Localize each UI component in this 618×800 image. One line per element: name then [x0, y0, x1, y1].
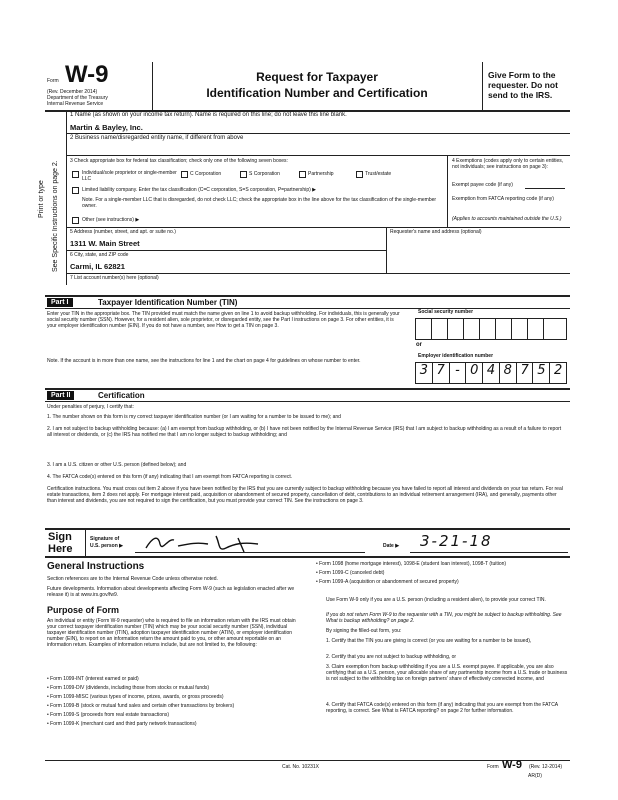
list-item: • Form 1099-B (stock or mutual fund sales and certain other transactions by brokers): [47, 703, 235, 709]
give-line-3: send to the IRS.: [488, 90, 553, 100]
cert-item-2: 2. I am not subject to backup withholding because: (a) I am exempt from backup withholding, or (b) I have not been notified by the Internal Revenue Service (IRS) that I am subject to backup withholding as a result of a failure to report all interest or dividends, or (c) the IRS has notified me that I am no longer subject to backup withholding; and: [47, 426, 562, 438]
label-individual: Individual/sole proprietor or single-member LLC: [82, 170, 177, 182]
certify-3: 3. Claim exemption from backup withholding if you are a U.S. exempt payee. If applicable, you are also certifying that as a U.S. person, your allocable share of any partnership income from a U.S. trade or business is not subject to the withholding tax on foreign partners' share of effectively connected income, and: [326, 664, 568, 682]
exemptions-label: 4 Exemptions (codes apply only to certain entities, not individuals; see instructions on page 3):: [452, 158, 564, 170]
ein-digit: 7: [433, 363, 450, 383]
part1-note: Note. If the account is in more than one name, see the instructions for line 1 and the chart on page 4 for guidelines on whose number to enter.: [47, 358, 361, 364]
catalog-number: Cat. No. 10231X: [282, 764, 319, 770]
date-value[interactable]: 3-21-18: [420, 532, 493, 550]
label-other: Other (see instructions) ▶: [82, 217, 140, 223]
checkbox-individual[interactable]: [72, 171, 79, 178]
signature-label-1: Signature of: [90, 536, 120, 542]
future-developments: Future developments. Information about developments affecting Form W-9 (such as legislation enacted after we release it) is at www.irs.gov/fw9.: [47, 586, 295, 598]
fatca-note: (Applies to accounts maintained outside the U.S.): [452, 216, 562, 222]
footer-revision: (Rev. 12-2014): [529, 764, 562, 770]
checkbox-c-corp[interactable]: [181, 171, 188, 178]
cert-item-1: 1. The number shown on this form is my correct taxpayer identification number (or I am waiting for a number to be issued to me); and: [47, 414, 341, 420]
part2-intro: Under penalties of perjury, I certify that:: [47, 404, 134, 410]
line5-address-value[interactable]: 1311 W. Main Street: [70, 239, 140, 248]
ssn-field[interactable]: [415, 318, 567, 340]
checkbox-other[interactable]: [72, 217, 79, 224]
cert-instructions: Certification instructions. You must cross out item 2 above if you have been notified by the IRS that you are currently subject to backup withholding because you have failed to report all interest and dividends on your tax return. For real estate transactions, item 2 does not apply. For mortgage interest paid, acquisition or abandonment of secured property, cancellation of debt, contributions to an individual retirement arrangement (IRA), and generally, payments other than interest and dividends, you are not required to sign the certification, but you must provide your correct TIN. See the instructions on page 3.: [47, 486, 563, 504]
signature-label-2: U.S. person ▶: [90, 543, 124, 549]
list-item: • Form 1099-S (proceeds from real estate transactions): [47, 712, 170, 718]
part2-tag: Part II: [47, 391, 74, 400]
list-item: • Form 1099-C (canceled debt): [316, 570, 385, 576]
irs-name: Internal Revenue Service: [47, 101, 104, 107]
give-line-2: requester. Do not: [488, 80, 558, 90]
cert-item-4: 4. The FATCA code(s) entered on this form (if any) indicating that I am exempt from FATCA reporting is correct.: [47, 474, 293, 480]
give-form-note: [488, 70, 558, 100]
ein-digit: 5: [533, 363, 550, 383]
certify-2: 2. Certify that you are not subject to backup withholding, or: [326, 654, 457, 660]
print-or-type: Print or type: [38, 180, 45, 218]
sign-label: Sign: [48, 531, 72, 543]
ein-digit: 0: [466, 363, 483, 383]
general-instructions-title: General Instructions: [47, 561, 145, 572]
part2-title: Certification: [98, 391, 145, 400]
form-title-1: Request for Taxpayer: [256, 70, 378, 84]
list-item: • Form 1098 (home mortgage interest), 1098-E (student loan interest), 1098-T (tuition): [316, 561, 507, 567]
line1-name-value[interactable]: Martin & Bayley, Inc.: [70, 123, 143, 132]
label-s-corp: S Corporation: [249, 171, 280, 177]
revision-date: (Rev. December 2014): [47, 89, 98, 95]
list-item: • Form 1099-INT (interest earned or paid): [47, 676, 139, 682]
line6-city-value[interactable]: Carmi, IL 62821: [70, 262, 125, 271]
checkbox-s-corp[interactable]: [240, 171, 247, 178]
requester-label: Requester's name and address (optional): [390, 229, 482, 235]
ein-field[interactable]: [415, 362, 567, 384]
by-signing-text: By signing the filled-out form, you:: [326, 628, 402, 634]
line7-label: 7 List account number(s) here (optional): [70, 275, 159, 281]
line2-label: 2 Business name/disregarded entity name, if different from above: [70, 135, 244, 141]
give-line-1: Give Form to the: [488, 70, 556, 80]
info-returns-list: [47, 676, 299, 730]
footer-form-word: Form: [487, 764, 499, 770]
form-number: W-9: [65, 61, 109, 88]
ein-label: Employer identification number: [418, 353, 494, 359]
exempt-payee-code: Exempt payee code (if any): [452, 182, 513, 188]
purpose-text: An individual or entity (Form W-9 requester) who is required to file an information return with the IRS must obtain your correct taxpayer identification number (TIN) which may be your social security number (SSN), individual taxpayer identification number (ITIN), adoption taxpayer identification number (ATIN), or employer identification number (EIN), to report on an information return the amount paid to you, or other amount reportable on an information return. Examples of information returns include, but are not limited to, the following:: [47, 618, 296, 648]
label-partnership: Partnership: [308, 171, 334, 177]
line6-label: 6 City, state, and ZIP code: [70, 252, 129, 258]
cert-item-3: 3. I am a U.S. citizen or other U.S. person (defined below); and: [47, 462, 187, 468]
if-not-return-text: If you do not return Form W-9 to the requester with a TIN, you might be subject to backup withholding. See What is backup withholding? on page 2.: [326, 612, 562, 624]
list-item: • Form 1099-DIV (dividends, including those from stocks or mutual funds): [47, 685, 210, 691]
label-llc: Limited liability company. Enter the tax classification (C=C corporation, S=S corporation, P=partnership) ▶: [82, 187, 316, 193]
see-specific-instructions: See Specific Instructions on page 2.: [52, 160, 59, 272]
line1-label: 1 Name (as shown on your income tax return). Name is required on this line; do not leave this line blank.: [70, 112, 347, 118]
part1-title: Taxpayer Identification Number (TIN): [98, 298, 238, 307]
form-title-2: Identification Number and Certification: [206, 86, 428, 100]
ein-digit: 3: [416, 363, 433, 383]
department: Department of the Treasury: [47, 95, 108, 101]
purpose-title: Purpose of Form: [47, 605, 120, 615]
ein-digit: 2: [554, 363, 563, 378]
list-item: • Form 1099-K (merchant card and third party network transactions): [47, 721, 197, 727]
ssn-label: Social security number: [418, 309, 474, 315]
label-c-corp: C Corporation: [190, 171, 222, 177]
ein-digit: 8: [500, 363, 517, 383]
use-form-text: Use Form W-9 only if you are a U.S. person (including a resident alien), to provide your correct TIN.: [326, 597, 546, 603]
ein-dash: -: [450, 363, 467, 383]
label-trust: Trust/estate: [365, 171, 392, 177]
list-item: • Form 1099-MISC (various types of income, prizes, awards, or gross proceeds): [47, 694, 224, 700]
footer-form-number: W-9: [502, 759, 522, 771]
here-label: Here: [48, 543, 73, 555]
checkbox-partnership[interactable]: [299, 171, 306, 178]
info-returns-list-continued: [316, 561, 568, 588]
checkbox-trust[interactable]: [356, 171, 363, 178]
certify-4: 4. Certify that FATCA code(s) entered on this form (if any) indicating that you are exempt from the FATCA reporting, is correct. See What is FATCA reporting? on page 2 for further information.: [326, 702, 558, 714]
form-word: Form: [47, 78, 59, 84]
checkbox-llc[interactable]: [72, 187, 79, 194]
line3-label: 3 Check appropriate box for federal tax classification; check only one of the following seven boxes:: [70, 158, 288, 164]
certify-1: 1. Certify that the TIN you are giving is correct (or you are waiting for a number to be issued),: [326, 638, 532, 644]
footer-ar-code: AR(D): [528, 773, 542, 779]
list-item: • Form 1099-A (acquisition or abandonment of secured property): [316, 579, 459, 585]
line5-label: 5 Address (number, street, and apt. or suite no.): [70, 229, 176, 235]
part1-tag: Part I: [47, 298, 73, 307]
section-references: Section references are to the Internal Revenue Code unless otherwise noted.: [47, 576, 218, 582]
or-label: or: [416, 342, 422, 348]
ein-digit: 4: [483, 363, 500, 383]
part1-body: Enter your TIN in the appropriate box. The TIN provided must match the name given on line 1 to avoid backup withholding. For individuals, this is generally your social security number (SSN). However, for a resident alien, sole proprietor, or disregarded entity, see the Part I instructions on page 3. For other entities, it is your employer identification number (EIN). If you do not have a number, see How to get a TIN on page 3.: [47, 311, 400, 329]
date-label: Date ▶: [383, 543, 400, 549]
fatca-code: Exemption from FATCA reporting code (if any): [452, 196, 554, 202]
llc-note: Note. For a single-member LLC that is disregarded, do not check LLC; check the appropriate box in the line above for the tax classification of the single-member owner.: [82, 197, 437, 209]
ein-digit: 7: [517, 363, 534, 383]
